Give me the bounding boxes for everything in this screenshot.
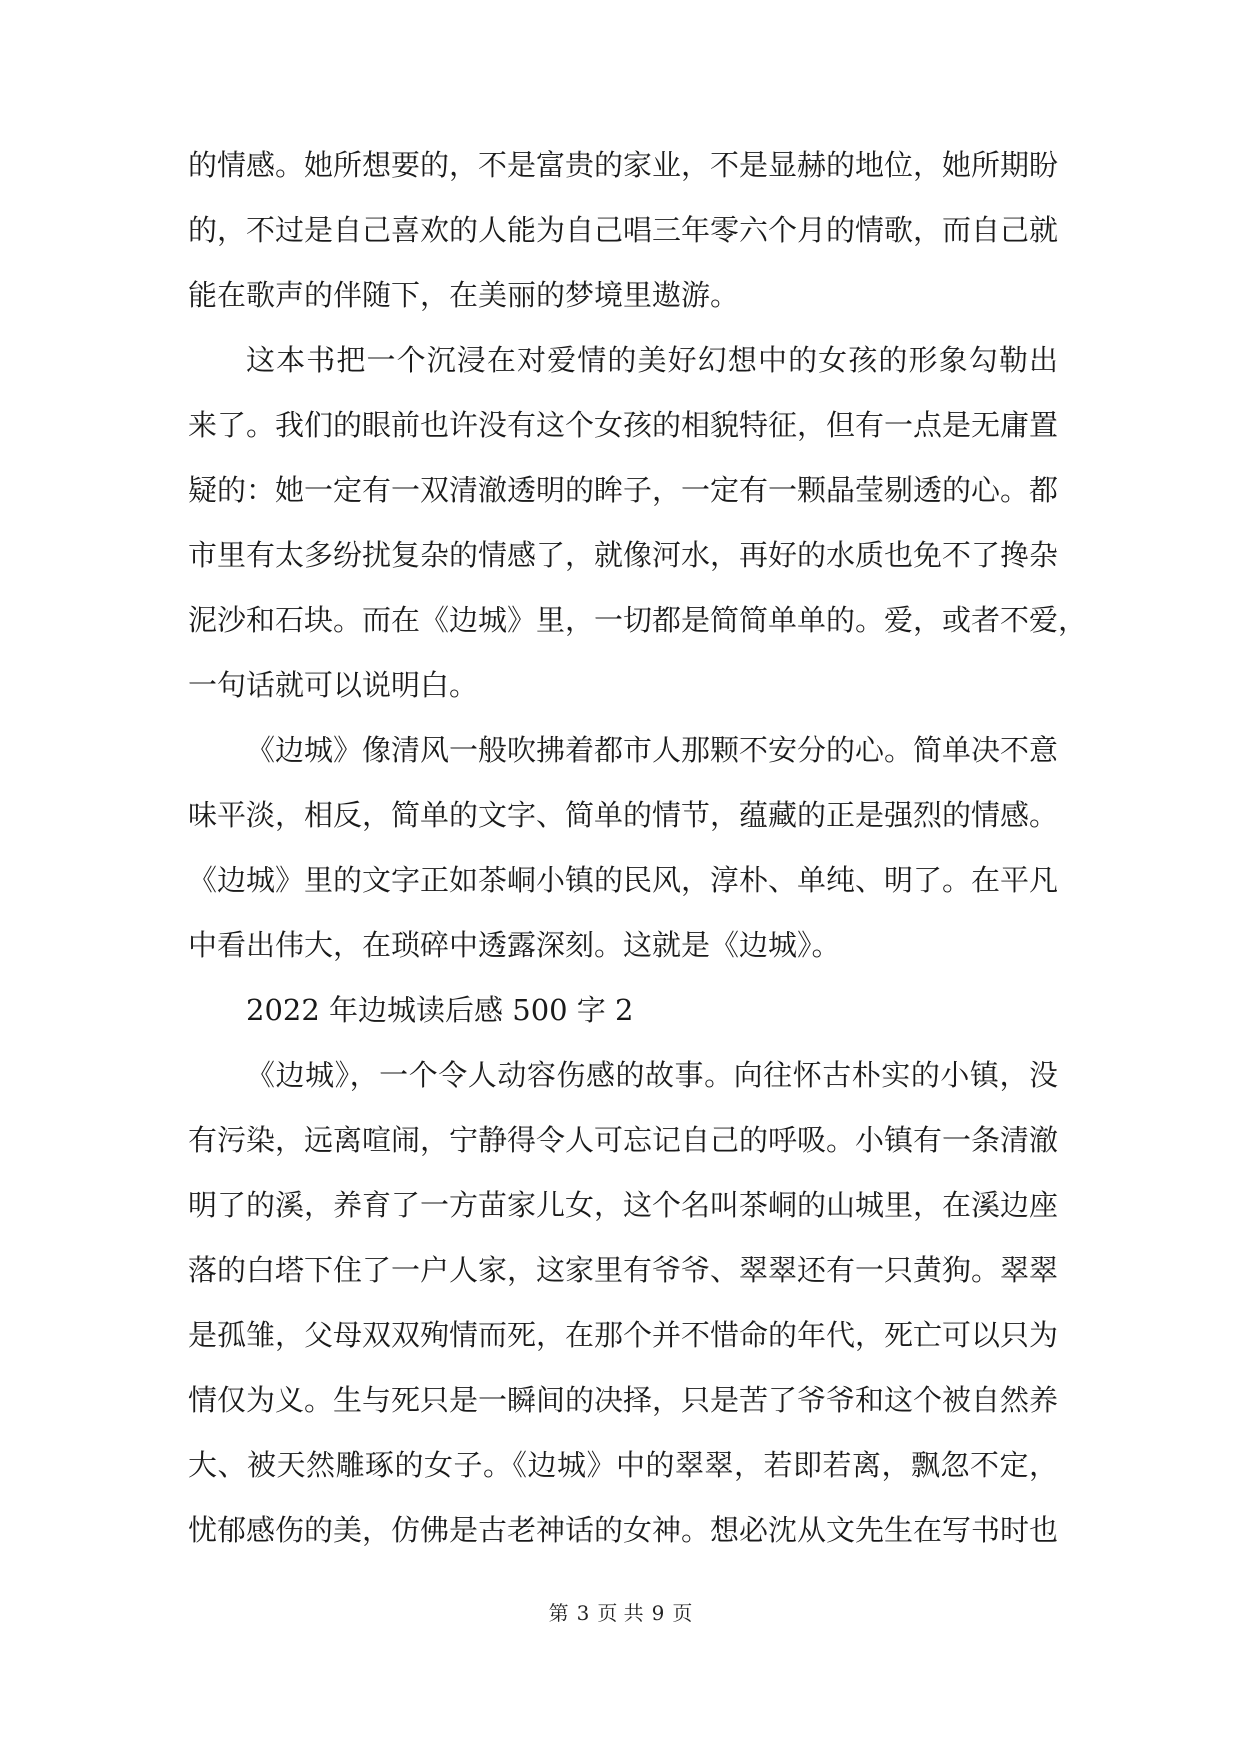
paragraph-first-line: 这本书把一个沉浸在对爱情的美好幻想中的女孩的形象勾勒出: [246, 343, 1058, 377]
text-line: 有污染，远离喧闹，宁静得令人可忘记自己的呼吸。小镇有一条清澈: [188, 1123, 1059, 1157]
text-line: 味平淡，相反，简单的文字、简单的情节，蕴藏的正是强烈的情感。: [188, 798, 1059, 832]
text-line: 疑的：她一定有一双清澈透明的眸子，一定有一颗晶莹剔透的心。都: [188, 473, 1059, 507]
text-line: 的情感。她所想要的，不是富贵的家业，不是显赫的地位，她所期盼: [188, 148, 1059, 182]
text-line: 泥沙和石块。而在《边城》里，一切都是简简单单的。爱，或者不爱，: [188, 603, 1088, 637]
total-page-count: 9: [651, 1601, 665, 1625]
footer-mid: 页 共: [597, 1601, 644, 1625]
text-line: 落的白塔下住了一户人家，这家里有爷爷、翠翠还有一只黄狗。翠翠: [188, 1253, 1059, 1287]
text-line: 情仅为义。生与死只是一瞬间的决择，只是苦了爷爷和这个被自然养: [188, 1383, 1059, 1417]
text-line: 明了的溪，养育了一方苗家儿女，这个名叫茶峒的山城里，在溪边座: [188, 1188, 1059, 1222]
text-line: 的，不过是自己喜欢的人能为自己唱三年零六个月的情歌，而自己就: [188, 213, 1059, 247]
text-line: 《边城》里的文字正如茶峒小镇的民风，淳朴、单纯、明了。在平凡: [188, 863, 1059, 897]
paragraph-first-line: 《边城》像清风一般吹拂着都市人那颗不安分的心。简单决不意: [246, 733, 1059, 767]
footer-prefix: 第: [548, 1601, 569, 1625]
text-line: 一句话就可以说明白。: [188, 668, 479, 702]
current-page-number: 3: [576, 1601, 590, 1625]
paragraph-first-line: 《边城》，一个令人动容伤感的故事。向往怀古朴实的小镇，没: [246, 1058, 1058, 1092]
text-line: 大、被天然雕琢的女子。《边城》中的翠翠，若即若离，飘忽不定，: [188, 1448, 1058, 1482]
text-line: 忧郁感伤的美，仿佛是古老神话的女神。想必沈从文先生在写书时也: [188, 1513, 1059, 1547]
footer-suffix: 页: [672, 1601, 693, 1625]
text-line: 市里有太多纷扰复杂的情感了，就像河水，再好的水质也免不了搀杂: [188, 538, 1059, 572]
text-line: 来了。我们的眼前也许没有这个女孩的相貌特征，但有一点是无庸置: [188, 408, 1059, 442]
text-line: 中看出伟大，在琐碎中透露深刻。这就是《边城》。: [188, 928, 841, 962]
text-line: 能在歌声的伴随下，在美丽的梦境里遨游。: [188, 278, 740, 312]
section-heading: 2022 年边城读后感 500 字 2: [246, 993, 634, 1027]
text-line: 是孤雏，父母双双殉情而死，在那个并不惜命的年代，死亡可以只为: [188, 1318, 1059, 1352]
page-footer: [0, 1599, 1241, 1627]
